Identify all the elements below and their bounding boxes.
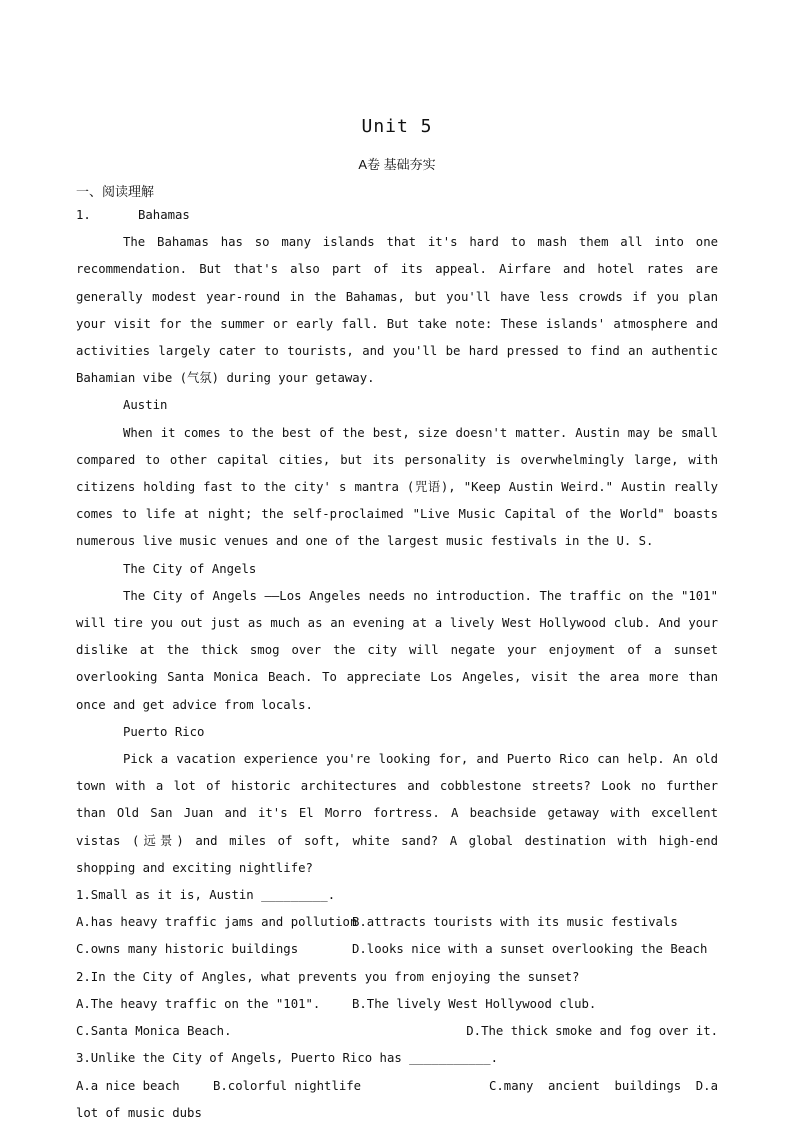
section-heading: 一、阅读理解 (76, 184, 155, 199)
question-2-options-row-2 (76, 1018, 718, 1045)
question-2-option-c[interactable]: C.Santa Monica Beach. (76, 1024, 232, 1039)
question-1-option-d[interactable]: D.looks nice with a sunset overlooking the Beach (352, 942, 708, 957)
heading-bahamas: Bahamas (138, 208, 190, 222)
question-2-option-b[interactable]: B.The lively West Hollywood club. (352, 996, 597, 1011)
question-2-options-row-1 (76, 991, 718, 1018)
question-3-option-b[interactable]: B.colorful nightlife (213, 1078, 362, 1093)
passage-number-line (76, 202, 718, 229)
question-3-option-c[interactable]: C.many ancient buildings (489, 1078, 682, 1093)
question-3-stem: 3.Unlike the City of Angels, Puerto Rico has ___________. (76, 1051, 498, 1066)
question-2-stem: 2.In the City of Angles, what prevents you from enjoying the sunset? (76, 969, 580, 984)
question-3-option-d[interactable]: D.a lot of music dubs (76, 1078, 718, 1120)
passage-number: 1. (76, 208, 91, 222)
question-3-option-a[interactable]: A.a nice beach (76, 1078, 180, 1093)
question-1-option-a[interactable]: A.has heavy traffic jams and pollution (76, 915, 358, 930)
paragraph-bahamas: The Bahamas has so many islands that it's hard to mash them all into one recommendation. But that's also part of its appeal. Airfare and hotel rates are generally modest year-round in the Bahamas, but you'll have less crowds if you plan your visit for the summer or early fall. But take note: These islands' atmosphere and activities largely cater to tourists, and you'll be hard pressed to find an authentic Bahamian vibe (气氛) during your getaway. (76, 235, 718, 386)
question-3-options (76, 1073, 718, 1127)
page-subtitle: A卷 基础夯实 (358, 157, 436, 172)
question-1-options-row-2 (76, 936, 718, 963)
question-2-option-a[interactable]: A.The heavy traffic on the "101". (76, 996, 321, 1011)
reading-content (76, 202, 718, 1127)
question-1-option-c[interactable]: C.owns many historic buildings (76, 942, 299, 957)
heading-puerto-rico: Puerto Rico (123, 724, 205, 739)
question-2-option-d[interactable]: D.The thick smoke and fog over it. (466, 1024, 718, 1039)
question-1-stem: 1.Small as it is, Austin _________. (76, 888, 336, 903)
page-title: Unit 5 (361, 116, 433, 137)
paragraph-puerto-rico: Pick a vacation experience you're looking for, and Puerto Rico can help. An old town with a lot of historic architectures and cobblestone streets? Look no further than Old San Juan and it's El Morro fortress. A beachside getaway with excellent vistas (远景) and miles of soft, white sand? A global destination with high-end shopping and exciting nightlife? (76, 752, 718, 875)
heading-austin: Austin (123, 398, 168, 413)
heading-city-of-angels: The City of Angels (123, 561, 257, 576)
question-1-option-b[interactable]: B.attracts tourists with its music festivals (352, 915, 678, 930)
paragraph-austin: When it comes to the best of the best, size doesn't matter. Austin may be small compared to other capital cities, but its personality is overwhelmingly large, with citizens holding fast to the city' s mantra (咒语), "Keep Austin Weird." Austin really comes to life at night; the self-proclaimed "Live Music Capital of the World" boasts numerous live music venues and one of the largest music festivals in the U. S. (76, 425, 718, 549)
paragraph-city-of-angels: The City of Angels ——Los Angeles needs no introduction. The traffic on the "101" will tire you out just as much as an evening at a lively West Hollywood club. And your dislike at the thick smog over the city will negate your enjoyment of a sunset overlooking Santa Monica Beach. To appreciate Los Angeles, visit the area more than once and get advice from locals. (76, 588, 718, 712)
question-1-options-row-1 (76, 909, 718, 936)
